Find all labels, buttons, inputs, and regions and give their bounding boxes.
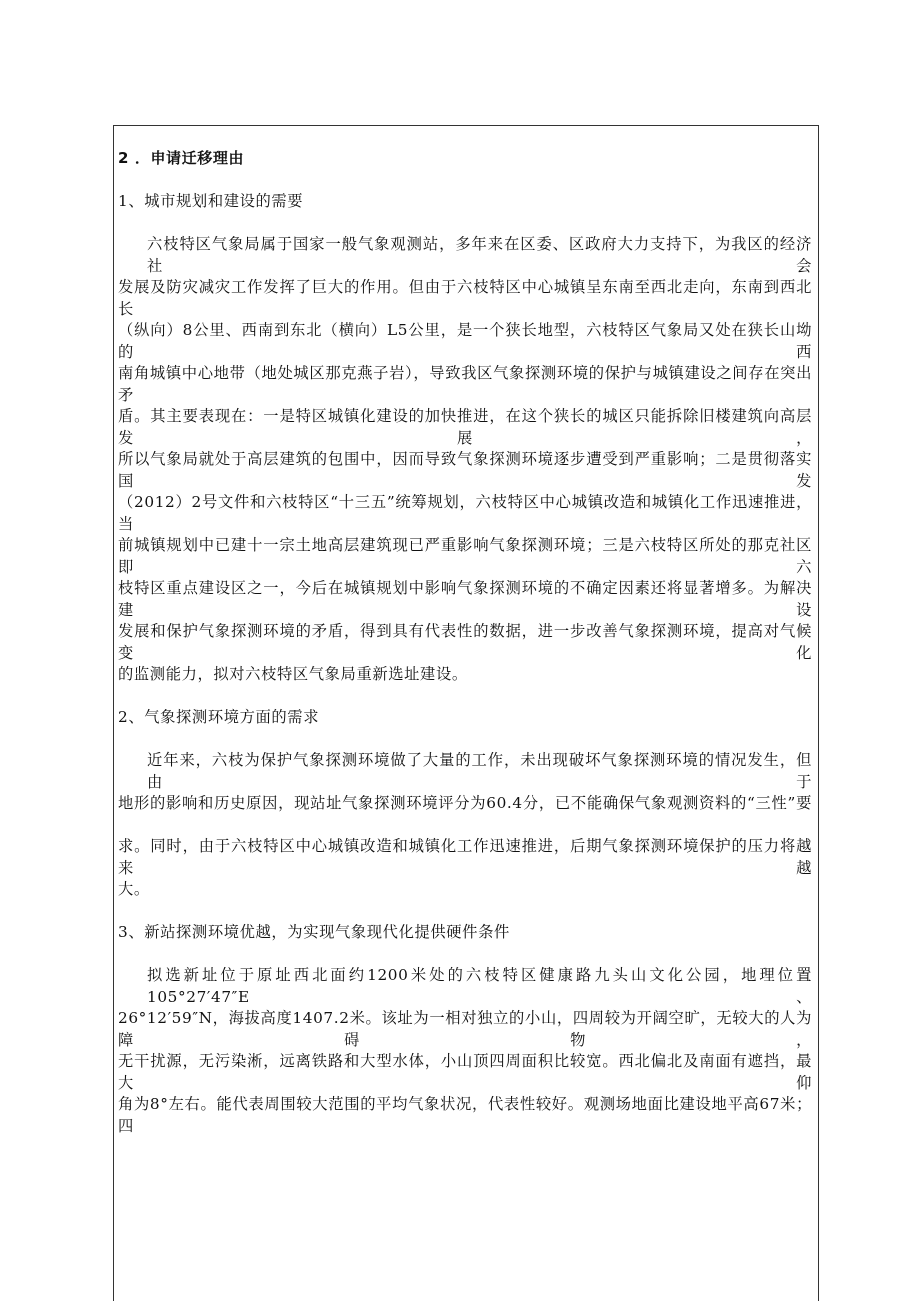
paragraph-3-line: 角为8°左右。能代表周围较大范围的平均气象状况，代表性较好。观测场地面比建设地平高67米；四 <box>118 1095 812 1135</box>
section-heading: 2 ．申请迁移理由 <box>118 149 245 167</box>
paragraph-1-line: （2012）2号文件和六枝特区“十三五”统筹规划，六枝特区中心城镇改造和城镇化工作迅速推进，当 <box>118 493 812 533</box>
paragraph-1-line: 六枝特区气象局属于国家一般气象观测站，多年来在区委、区政府大力支持下，为我区的经济社会 <box>147 235 812 275</box>
paragraph-1-line: 南角城镇中心地带（地处城区那克燕子岩），导致我区气象探测环境的保护与城镇建设之间存在突出矛 <box>118 364 812 404</box>
paragraph-1-line: 的监测能力，拟对六枝特区气象局重新选址建设。 <box>118 665 468 683</box>
paragraph-1-line: 盾。其主要表现在：一是特区城镇化建设的加快推进，在这个狭长的城区只能拆除旧楼建筑向高层发展， <box>118 407 812 447</box>
paragraph-1-line: 发展和保护气象探测环境的矛盾，得到具有代表性的数据，进一步改善气象探测环境，提高对气候变化 <box>118 622 812 662</box>
paragraph-1-line: 所以气象局就处于高层建筑的包围中，因而导致气象探测环境逐步遭受到严重影响；二是贯彻落实国发 <box>118 450 812 490</box>
paragraph-3-line: 无干扰源，无污染淅，远离铁路和大型水体，小山顶四周面积比较宽。西北偏北及南面有遮挡，最大仰 <box>118 1052 812 1092</box>
paragraph-1-line: 发展及防灾减灾工作发挥了巨大的作用。但由于六枝特区中心城镇呈东南至西北走向，东南到西北长 <box>118 278 812 318</box>
paragraph-2-line: 地形的影响和历史原因，现站址气象探测环境评分为60.4分，已不能确保气象观测资料的“三性”要 <box>118 794 812 812</box>
subsection-3-title: 3、新站探测环境优越，为实现气象现代化提供硬件条件 <box>118 923 510 941</box>
paragraph-1-line: 枝特区重点建设区之一，今后在城镇规划中影响气象探测环境的不确定因素还将显著增多。为解决建设 <box>118 579 812 619</box>
paragraph-3-line: 拟选新址位于原址西北面约1200米处的六枝特区健康路九头山文化公园，地理位置105°27′47″E、 <box>147 966 812 1006</box>
paragraph-1-line: （纵向）8公里、西南到东北（横向）L5公里，是一个狭长地型，六枝特区气象局又处在狭长山坳的西 <box>118 321 812 361</box>
paragraph-2-line: 大。 <box>118 880 150 898</box>
paragraph-3-line: 26°12′59″N，海拔高度1407.2米。该址为一相对独立的小山，四周较为开阔空旷，无较大的人为障碍物， <box>118 1009 812 1049</box>
paragraph-2-line: 求。同时，由于六枝特区中心城镇改造和城镇化工作迅速推进，后期气象探测环境保护的压力将越来越 <box>118 837 812 877</box>
paragraph-2-line: 近年来，六枝为保护气象探测环境做了大量的工作，未出现破坏气象探测环境的情况发生，但由于 <box>147 751 812 791</box>
subsection-2-title: 2、气象探测环境方面的需求 <box>118 708 320 726</box>
paragraph-1-line: 前城镇规划中已建十一宗土地高层建筑现已严重影响气象探测环境；三是六枝特区所处的那克社区即六 <box>118 536 812 576</box>
subsection-1-title: 1、城市规划和建设的需要 <box>118 192 304 210</box>
